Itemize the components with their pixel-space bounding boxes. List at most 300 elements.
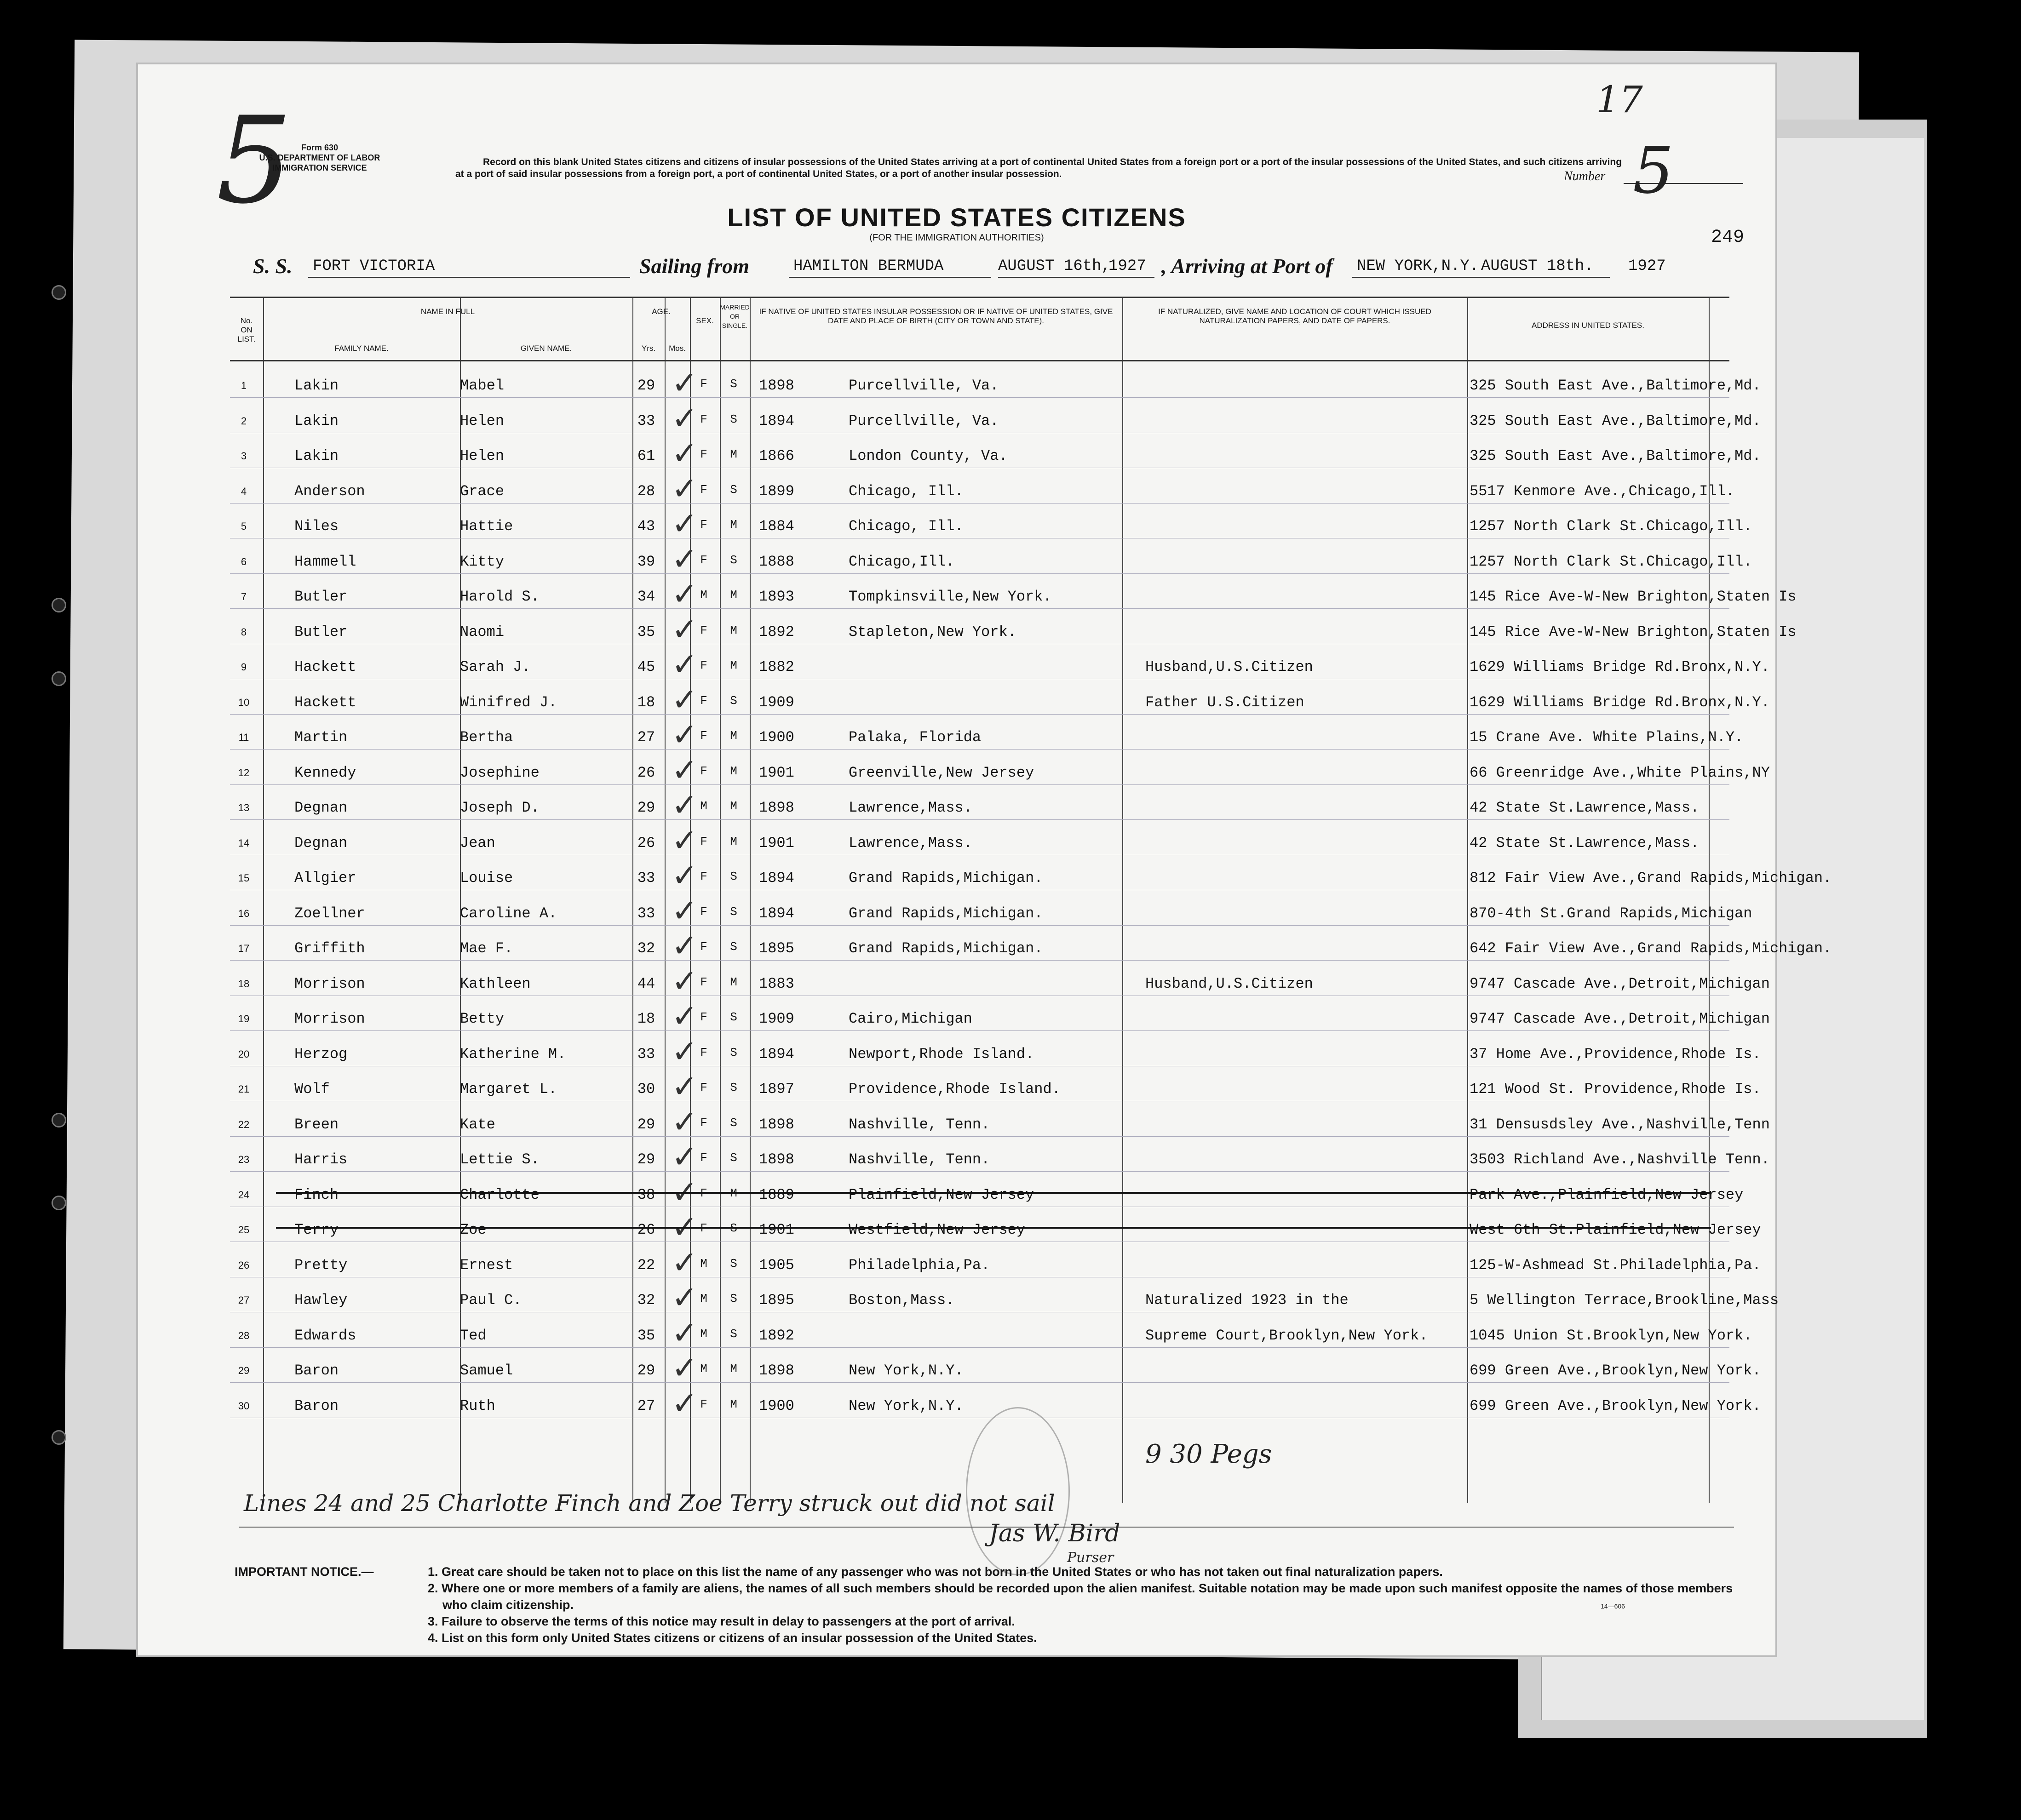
birth-year: 1898 <box>759 1362 794 1379</box>
address: 15 Crane Ave. White Plains,N.Y. <box>1470 729 1744 746</box>
given-name: Ernest <box>460 1256 513 1274</box>
sex: M <box>700 1292 707 1305</box>
marital-status: M <box>730 1397 737 1411</box>
age-years: 45 <box>637 658 655 675</box>
birth-place: Boston,Mass. <box>849 1292 955 1309</box>
marital-status: S <box>730 1221 737 1235</box>
row-number: 12 <box>238 767 250 778</box>
marital-status: S <box>730 412 737 426</box>
check-mark-icon: ✓ <box>672 470 698 507</box>
birth-place: London County, Va. <box>849 447 1008 464</box>
row-number: 29 <box>238 1365 250 1376</box>
family-name: Butler <box>294 588 348 605</box>
notice-item: 1. Great care should be taken not to place on this list the name of any passenger who was not born in the United States or who has not taken out final naturalization papers. <box>428 1565 1443 1579</box>
ship-name: FORT VICTORIA <box>313 258 435 275</box>
row-number: 5 <box>241 521 247 532</box>
table-row <box>230 1207 1761 1246</box>
age-years: 29 <box>637 799 655 816</box>
given-name: Helen <box>460 412 505 429</box>
age-years: 43 <box>637 518 655 535</box>
age-years: 29 <box>637 1362 655 1379</box>
age-years: 35 <box>637 1327 655 1344</box>
birth-year: 1909 <box>759 693 794 711</box>
row-number: 13 <box>238 802 250 813</box>
family-name: Kennedy <box>294 764 356 781</box>
address: 31 Densusdsley Ave.,Nashville,Tenn <box>1470 1116 1770 1133</box>
naturalization-info: Husband,U.S.Citizen <box>1145 658 1313 675</box>
birth-year: 1900 <box>759 1397 794 1414</box>
row-number: 18 <box>238 978 250 990</box>
row-number: 25 <box>238 1224 250 1236</box>
given-name: Bertha <box>460 729 513 746</box>
row-number: 28 <box>238 1329 250 1341</box>
age-years: 27 <box>637 729 655 746</box>
marital-status: S <box>730 482 737 497</box>
sex: F <box>700 1151 707 1165</box>
marital-status: M <box>730 1186 737 1200</box>
given-name: Betty <box>460 1010 505 1027</box>
sex: M <box>700 1327 707 1341</box>
birth-year: 1894 <box>759 1045 794 1063</box>
address: 9747 Cascade Ave.,Detroit,Michigan <box>1470 1010 1770 1027</box>
age-years: 29 <box>637 1151 655 1168</box>
marital-status: S <box>730 1151 737 1165</box>
notice-item: 2. Where one or more members of a family are aliens, the names of all such members should be recorded upon the alien manifest. Suitable notation may be made upon such manifest opposite the names of those members who claim citizenship. <box>428 1581 1733 1612</box>
birth-year: 1898 <box>759 799 794 816</box>
address: 1045 Union St.Brooklyn,New York. <box>1470 1327 1752 1344</box>
address: 699 Green Ave.,Brooklyn,New York. <box>1470 1362 1761 1379</box>
age-years: 39 <box>637 553 655 570</box>
address: 42 State St.Lawrence,Mass. <box>1470 834 1699 852</box>
address: 42 State St.Lawrence,Mass. <box>1470 799 1699 816</box>
row-number: 24 <box>238 1189 250 1201</box>
table-row <box>230 573 1797 612</box>
birth-year: 1893 <box>759 588 794 605</box>
check-mark-icon: ✓ <box>672 998 698 1035</box>
table-row <box>230 996 1770 1035</box>
marital-status: S <box>730 1256 737 1271</box>
row-number: 16 <box>238 907 250 919</box>
given-name: Harold S. <box>460 588 540 605</box>
marital-status: S <box>730 377 737 391</box>
header-rule <box>230 360 1729 361</box>
family-name: Degnan <box>294 834 348 852</box>
birth-place: Palaka, Florida <box>849 729 982 746</box>
birth-year: 1884 <box>759 518 794 535</box>
check-mark-icon: ✓ <box>672 400 698 437</box>
address: 37 Home Ave.,Providence,Rhode Is. <box>1470 1045 1761 1063</box>
given-name: Hattie <box>460 518 513 535</box>
table-row <box>230 714 1744 753</box>
form-code: 14—606 <box>1601 1603 1625 1610</box>
given-name: Kitty <box>460 553 505 570</box>
sex: F <box>700 1045 707 1059</box>
strike-through-line <box>276 1227 1711 1229</box>
birth-year: 1894 <box>759 412 794 429</box>
row-number: 4 <box>241 485 247 497</box>
marital-status: M <box>730 447 737 461</box>
family-name: Wolf <box>294 1081 330 1098</box>
row-number: 26 <box>238 1259 250 1271</box>
header-birth: IF NATIVE OF UNITED STATES INSULAR POSSESSION OR IF NATIVE OF UNITED STATES, GIVE DATE AND PLACE OF BIRTH (CITY OR TOWN AND STATE). <box>759 307 1113 325</box>
birth-year: 1899 <box>759 482 794 500</box>
sex: F <box>700 870 707 883</box>
check-mark-icon: ✓ <box>672 928 698 964</box>
birth-year: 1889 <box>759 1186 794 1203</box>
address: Park Ave.,Plainfield,New Jersey <box>1470 1186 1744 1203</box>
arrive-label: , Arriving at Port of <box>1161 254 1333 278</box>
age-years: 34 <box>637 588 655 605</box>
birth-year: 1898 <box>759 377 794 394</box>
row-number: 21 <box>238 1083 250 1095</box>
birth-year: 1905 <box>759 1256 794 1274</box>
table-row <box>230 433 1761 472</box>
family-name: Terry <box>294 1221 339 1238</box>
marital-status: S <box>730 904 737 919</box>
passenger-table <box>230 297 1832 1503</box>
row-number: 15 <box>238 872 250 884</box>
marital-status: S <box>730 1010 737 1024</box>
punch-hole <box>52 285 66 300</box>
table-row <box>230 1347 1761 1386</box>
age-years: 61 <box>637 447 655 464</box>
age-years: 29 <box>637 377 655 394</box>
given-name: Joseph D. <box>460 799 540 816</box>
naturalization-info: Husband,U.S.Citizen <box>1145 975 1313 992</box>
row-number: 6 <box>241 555 247 567</box>
given-name: Mae F. <box>460 940 513 957</box>
family-name: Niles <box>294 518 339 535</box>
birth-place: Providence,Rhode Island. <box>849 1081 1061 1098</box>
purser-signature: Jas W. Bird <box>989 1520 1120 1547</box>
family-name: Baron <box>294 1397 339 1414</box>
depart-underline <box>998 277 1154 278</box>
row-number: 20 <box>238 1048 250 1060</box>
depart-date: AUGUST 16th, <box>998 258 1111 275</box>
table-row <box>230 1242 1761 1281</box>
strike-through-line <box>276 1192 1711 1194</box>
marital-status: M <box>730 975 737 989</box>
number-value: 5 <box>1633 133 1674 208</box>
marital-status: S <box>730 1327 737 1341</box>
address: 1629 Williams Bridge Rd.Bronx,N.Y. <box>1470 693 1770 711</box>
naturalization-info: Father U.S.Citizen <box>1145 693 1304 711</box>
birth-place: Westfield,New Jersey <box>849 1221 1026 1238</box>
family-name: Degnan <box>294 799 348 816</box>
check-mark-icon: ✓ <box>672 1104 698 1140</box>
check-mark-icon: ✓ <box>672 1350 698 1386</box>
birth-place: New York,N.Y. <box>849 1362 964 1379</box>
marital-status: M <box>730 658 737 672</box>
sex: M <box>700 588 707 602</box>
sex: F <box>700 623 707 637</box>
address: 1257 North Clark St.Chicago,Ill. <box>1470 518 1752 535</box>
sex: M <box>700 1362 707 1376</box>
check-mark-icon: ✓ <box>672 647 698 683</box>
birth-year: 1894 <box>759 870 794 887</box>
check-mark-icon: ✓ <box>672 1069 698 1105</box>
sex: F <box>700 1116 707 1130</box>
marital-status: M <box>730 799 737 813</box>
table-row <box>230 398 1761 437</box>
sex: F <box>700 377 707 391</box>
address: 642 Fair View Ave.,Grand Rapids,Michigan. <box>1470 940 1832 957</box>
intro-text: Record on this blank United States citizens and citizens of insular possessions of the United States arriving at a port of continental United States from a foreign port or a port of the insular possessions of the United States, and such citizens arriving at a port of said insular possessions from a foreign port, a port of continental United States, or a port of another insular possession. <box>455 157 1622 179</box>
sex: F <box>700 447 707 461</box>
check-mark-icon: ✓ <box>672 506 698 542</box>
given-name: Louise <box>460 870 513 887</box>
birth-place: Grand Rapids,Michigan. <box>849 870 1043 887</box>
arrive-date: AUGUST 18th. <box>1481 258 1594 275</box>
manifest-page <box>138 64 1832 1655</box>
check-mark-icon: ✓ <box>672 611 698 648</box>
sailing-line <box>138 254 1775 281</box>
age-years: 26 <box>637 1221 655 1238</box>
header-sex: SEX. <box>696 316 714 325</box>
header-yrs: Yrs. <box>641 344 656 353</box>
check-mark-icon: ✓ <box>672 1244 698 1281</box>
row-number: 27 <box>238 1294 250 1306</box>
sex: F <box>700 553 707 567</box>
row-number: 19 <box>238 1013 250 1024</box>
age-years: 18 <box>637 693 655 711</box>
address: 1629 Williams Bridge Rd.Bronx,N.Y. <box>1470 658 1770 675</box>
family-name: Hackett <box>294 693 356 711</box>
birth-place: Purcellville, Va. <box>849 412 999 429</box>
address: 1257 North Clark St.Chicago,Ill. <box>1470 553 1752 570</box>
age-years: 28 <box>637 482 655 500</box>
table-row <box>230 961 1770 1000</box>
given-name: Naomi <box>460 623 505 641</box>
given-name: Grace <box>460 482 505 500</box>
birth-place: Cairo,Michigan <box>849 1010 972 1027</box>
marital-status: M <box>730 729 737 743</box>
birth-place: Purcellville, Va. <box>849 377 999 394</box>
row-number: 3 <box>241 450 247 462</box>
check-mark-icon: ✓ <box>672 1139 698 1175</box>
check-mark-icon: ✓ <box>672 1174 698 1211</box>
address: 699 Green Ave.,Brooklyn,New York. <box>1470 1397 1761 1414</box>
sex: F <box>700 658 707 672</box>
from-underline <box>789 277 991 278</box>
sex: F <box>700 729 707 743</box>
sex: F <box>700 1221 707 1235</box>
table-row <box>230 679 1770 718</box>
check-mark-icon: ✓ <box>672 681 698 718</box>
table-row <box>230 1312 1752 1351</box>
table-row <box>230 925 1832 964</box>
family-name: Martin <box>294 729 348 746</box>
naturalization-info: Supreme Court,Brooklyn,New York. <box>1145 1327 1428 1344</box>
corner-number-mark: 5 <box>216 92 293 230</box>
given-name: Kathleen <box>460 975 531 992</box>
family-name: Hackett <box>294 658 356 675</box>
check-mark-icon: ✓ <box>672 1315 698 1351</box>
page-number: 249 <box>1711 227 1745 248</box>
birth-place: Grand Rapids,Michigan. <box>849 940 1043 957</box>
address: 145 Rice Ave-W-New Brighton,Staten Is <box>1470 588 1797 605</box>
check-mark-icon: ✓ <box>672 435 698 472</box>
family-name: Lakin <box>294 447 339 464</box>
sex: F <box>700 1081 707 1094</box>
address: 3503 Richland Ave.,Nashville Tenn. <box>1470 1151 1770 1168</box>
age-years: 22 <box>637 1256 655 1274</box>
header-given: GIVEN NAME. <box>520 344 572 353</box>
family-name: Hawley <box>294 1292 348 1309</box>
birth-place: Nashville, Tenn. <box>849 1151 990 1168</box>
check-mark-icon: ✓ <box>672 717 698 753</box>
birth-year: 1901 <box>759 764 794 781</box>
age-years: 32 <box>637 1292 655 1309</box>
marital-status: S <box>730 940 737 954</box>
row-number: 10 <box>238 696 250 708</box>
row-number: 1 <box>241 380 247 391</box>
family-name: Anderson <box>294 482 365 500</box>
address: 325 South East Ave.,Baltimore,Md. <box>1470 377 1761 394</box>
row-number: 23 <box>238 1154 250 1165</box>
ship-underline <box>308 277 630 278</box>
check-mark-icon: ✓ <box>672 1385 698 1422</box>
birth-place: Nashville, Tenn. <box>849 1116 990 1133</box>
table-row <box>230 538 1752 578</box>
given-name: Winifred J. <box>460 693 557 711</box>
check-mark-icon: ✓ <box>672 893 698 929</box>
birth-year: 1901 <box>759 1221 794 1238</box>
struck-lines-note: Lines 24 and 25 Charlotte Finch and Zoe Terry struck out did not sail <box>244 1490 1055 1517</box>
birth-year: 1894 <box>759 904 794 922</box>
birth-place: Lawrence,Mass. <box>849 834 972 852</box>
age-years: 30 <box>637 1081 655 1098</box>
age-years: 44 <box>637 975 655 992</box>
birth-place: Philadelphia,Pa. <box>849 1256 990 1274</box>
family-name: Hammell <box>294 553 356 570</box>
check-mark-icon: ✓ <box>672 365 698 401</box>
arrive-port: NEW YORK,N.Y. <box>1357 258 1479 275</box>
table-row <box>230 890 1752 929</box>
arrive-underline <box>1352 277 1610 278</box>
address: West 6th St.Plainfield,New Jersey <box>1470 1221 1761 1238</box>
header-naturalized: IF NATURALIZED, GIVE NAME AND LOCATION OF COURT WHICH ISSUED NATURALIZATION PAPERS, AND DATE OF PAPERS. <box>1158 307 1431 325</box>
header-address: ADDRESS IN UNITED STATES. <box>1532 321 1644 330</box>
given-name: Jean <box>460 834 495 852</box>
birth-place: Grand Rapids,Michigan. <box>849 904 1043 922</box>
marital-status: S <box>730 1045 737 1059</box>
given-name: Caroline A. <box>460 904 557 922</box>
margin-note: 9 30 Pegs <box>1145 1439 1272 1469</box>
address: 9747 Cascade Ave.,Detroit,Michigan <box>1470 975 1770 992</box>
table-row <box>230 1383 1761 1422</box>
address: 812 Fair View Ave.,Grand Rapids,Michigan. <box>1470 870 1832 887</box>
family-name: Breen <box>294 1116 339 1133</box>
sex: M <box>700 1256 707 1271</box>
marital-status: S <box>730 1081 737 1094</box>
row-number: 9 <box>241 661 247 673</box>
birth-year: 1909 <box>759 1010 794 1027</box>
given-name: Helen <box>460 447 505 464</box>
signature-title: Purser <box>1067 1550 1114 1566</box>
marital-status: S <box>730 693 737 708</box>
birth-place: Chicago, Ill. <box>849 482 964 500</box>
age-years: 33 <box>637 904 655 922</box>
birth-year: 1897 <box>759 1081 794 1098</box>
family-name: Zoellner <box>294 904 365 922</box>
given-name: Ted <box>460 1327 487 1344</box>
family-name: Allgier <box>294 870 356 887</box>
address: 870-4th St.Grand Rapids,Michigan <box>1470 904 1752 922</box>
birth-place: New York,N.Y. <box>849 1397 964 1414</box>
address: 121 Wood St. Providence,Rhode Is. <box>1470 1081 1761 1098</box>
birth-place: Chicago, Ill. <box>849 518 964 535</box>
family-name: Baron <box>294 1362 339 1379</box>
check-mark-icon: ✓ <box>672 1033 698 1070</box>
arrive-year: 1927 <box>1628 258 1666 275</box>
row-number: 7 <box>241 591 247 602</box>
table-row <box>230 784 1729 824</box>
address: 325 South East Ave.,Baltimore,Md. <box>1470 412 1761 429</box>
address: 66 Greenridge Ave.,White Plains,NY <box>1470 764 1770 781</box>
birth-year: 1883 <box>759 975 794 992</box>
birth-place: Lawrence,Mass. <box>849 799 972 816</box>
birth-year: 1882 <box>759 658 794 675</box>
given-name: Sarah J. <box>460 658 531 675</box>
sex: F <box>700 834 707 848</box>
marital-status: M <box>730 1362 737 1376</box>
age-years: 32 <box>637 940 655 957</box>
age-years: 35 <box>637 623 655 641</box>
from-port: HAMILTON BERMUDA <box>793 258 944 275</box>
given-name: Kate <box>460 1116 495 1133</box>
family-name: Morrison <box>294 1010 365 1027</box>
sex: F <box>700 412 707 426</box>
header-no: No. ON LIST. <box>237 316 256 343</box>
notice-item: 4. List on this form only United States citizens or citizens of an insular possession of the United States. <box>428 1631 1037 1645</box>
family-name: Morrison <box>294 975 365 992</box>
sex: M <box>700 799 707 813</box>
given-name: Lettie S. <box>460 1151 540 1168</box>
depart-year: 1927 <box>1108 258 1146 275</box>
birth-place: Newport,Rhode Island. <box>849 1045 1034 1063</box>
birth-year: 1888 <box>759 553 794 570</box>
page-subtitle: (FOR THE IMMIGRATION AUTHORITIES) <box>869 233 1044 243</box>
ss-label: S. S. <box>253 254 293 278</box>
marital-status: S <box>730 870 737 883</box>
check-mark-icon: ✓ <box>672 1209 698 1246</box>
check-mark-icon: ✓ <box>672 576 698 612</box>
check-mark-icon: ✓ <box>672 752 698 789</box>
table-row <box>230 468 1735 507</box>
row-number: 22 <box>238 1118 250 1130</box>
header-age: AGE. <box>652 307 671 316</box>
given-name: Josephine <box>460 764 540 781</box>
birth-year: 1895 <box>759 1292 794 1309</box>
table-row <box>230 609 1797 648</box>
marital-status: S <box>730 553 737 567</box>
age-years: 33 <box>637 870 655 887</box>
sex: F <box>700 940 707 954</box>
table-row <box>230 362 1761 401</box>
form-id: Form 630 U.S. DEPARTMENT OF LABOR IMMIGRATION SERVICE <box>259 143 380 172</box>
address: 125-W-Ashmead St.Philadelphia,Pa. <box>1470 1256 1761 1274</box>
age-years: 18 <box>637 1010 655 1027</box>
sex: F <box>700 1397 707 1411</box>
table-row <box>230 1101 1770 1140</box>
marital-status: M <box>730 834 737 848</box>
row-number: 8 <box>241 626 247 638</box>
birth-year: 1892 <box>759 1327 794 1344</box>
birth-year: 1898 <box>759 1116 794 1133</box>
bottom-rule <box>239 1527 1734 1528</box>
punch-hole <box>52 1430 66 1445</box>
